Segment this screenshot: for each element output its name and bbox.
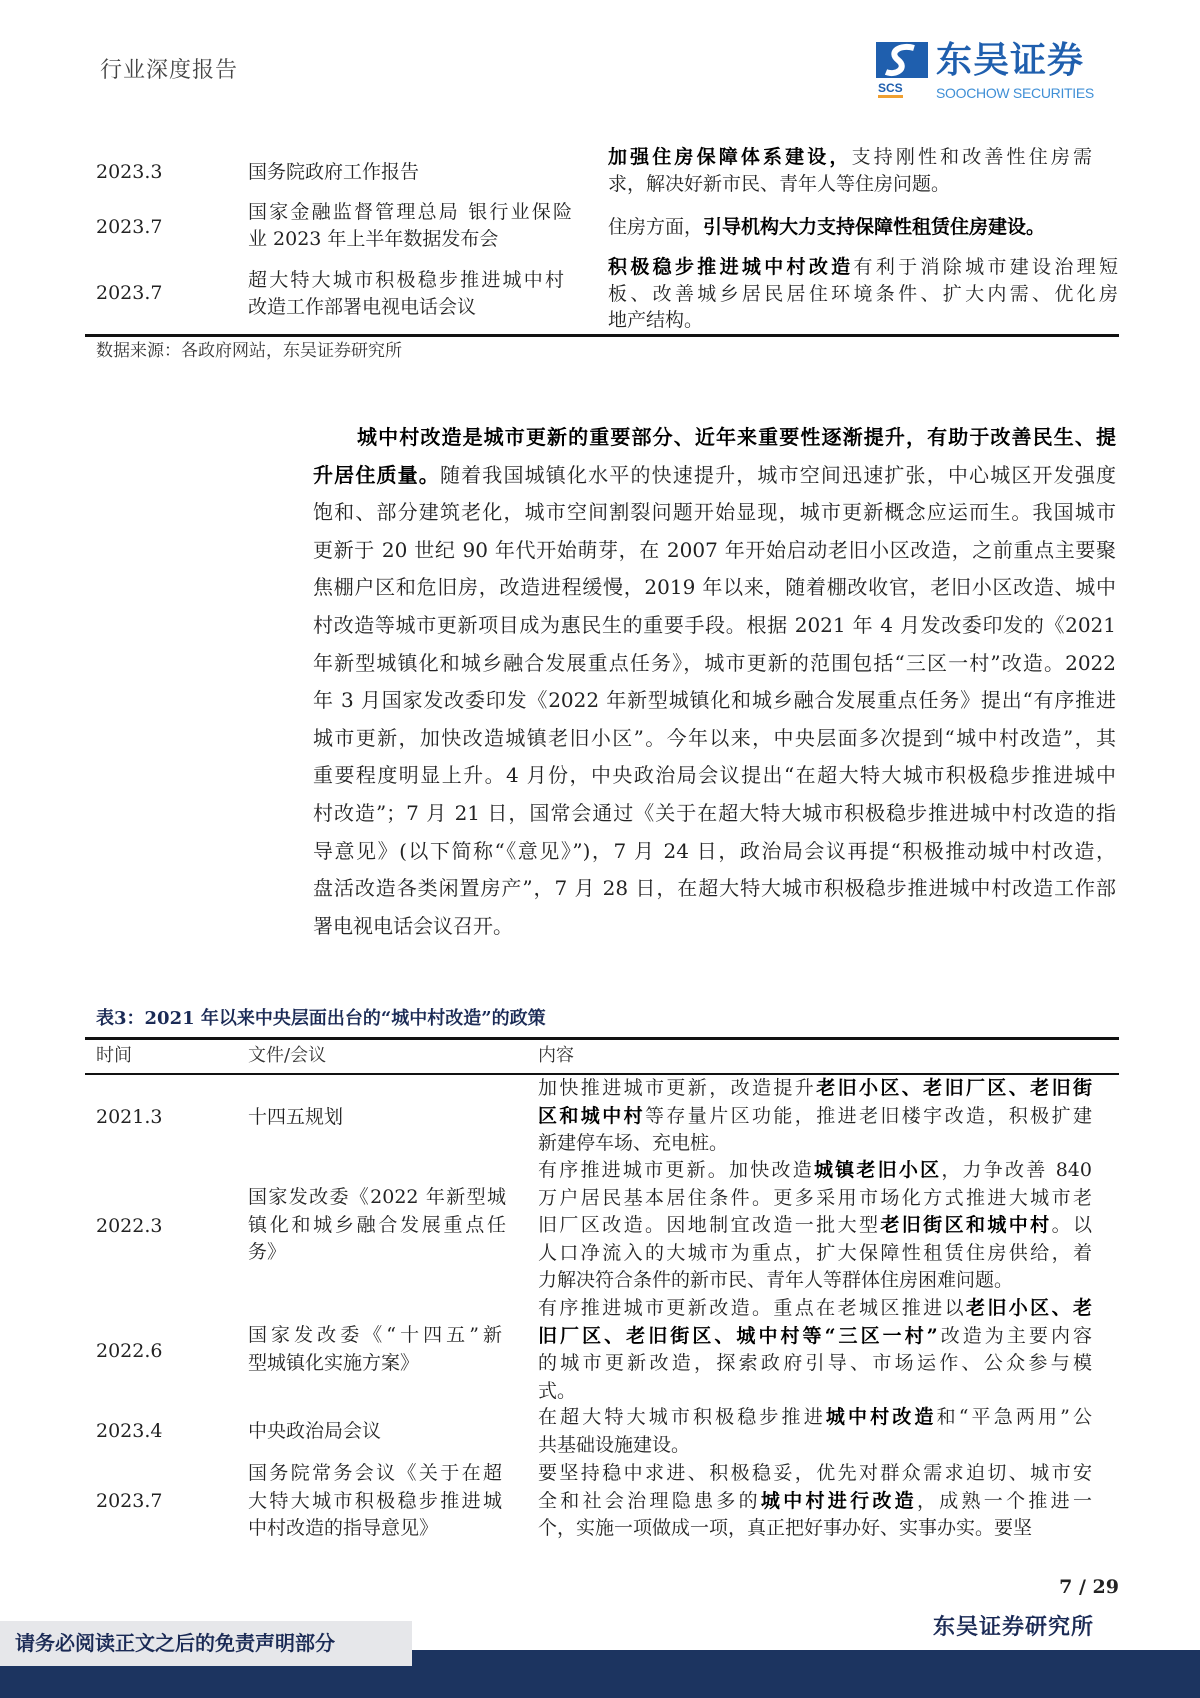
column-header-content: 内容 bbox=[538, 1045, 574, 1066]
table-source-note: 数据来源：各政府网站，东吴证券研究所 bbox=[96, 341, 402, 361]
text-line bbox=[538, 1460, 1092, 1488]
page-number bbox=[1059, 1575, 1119, 1599]
text: 和“平急两用”公 bbox=[936, 1406, 1092, 1428]
text: 署电视电话会议召开。 bbox=[313, 913, 513, 938]
text-line bbox=[538, 1515, 1092, 1543]
text-line bbox=[538, 1075, 1092, 1103]
row-doc bbox=[248, 1418, 381, 1446]
text: 大特大城市积极稳步推进城 bbox=[248, 1489, 502, 1512]
text-line bbox=[608, 281, 1118, 308]
text-line bbox=[248, 1418, 381, 1446]
bold-text: 区和城中村 bbox=[538, 1104, 645, 1127]
logo-mark-icon bbox=[876, 42, 928, 78]
bold-text: 城中村改造是城市更新的重要部分、近年来重要性逐渐提升，有助于改善民生、提 bbox=[357, 425, 1116, 449]
text-line bbox=[248, 1460, 502, 1488]
text-line bbox=[248, 1239, 506, 1267]
row-doc bbox=[248, 199, 572, 252]
text: 板、改善城乡居民居住环境条件、扩大内需、优化房 bbox=[608, 282, 1118, 305]
text: 国务院政府工作报告 bbox=[248, 161, 420, 183]
bold-text: 城中村改造 bbox=[825, 1406, 937, 1428]
row-content bbox=[538, 1295, 1092, 1405]
text-line bbox=[538, 1130, 1092, 1158]
text: 等存量片区功能，推进老旧楼宇改造，积极扩建 bbox=[645, 1104, 1092, 1127]
text-line bbox=[313, 870, 1116, 908]
text-line bbox=[538, 1157, 1092, 1185]
text: 中央政治局会议 bbox=[248, 1420, 382, 1442]
bold-text: 城镇老旧小区 bbox=[813, 1159, 942, 1181]
text: 城市更新，加快改造城镇老旧小区”。今年以来，中央层面多次提到“城中村改造”，其 bbox=[313, 725, 1116, 750]
row-date: 2023.3 bbox=[96, 161, 163, 183]
text-line bbox=[248, 199, 572, 226]
row-date: 2023.7 bbox=[96, 216, 163, 238]
text-line bbox=[313, 419, 1116, 457]
text: 十四五规划 bbox=[248, 1106, 344, 1128]
text-line bbox=[538, 1323, 1092, 1351]
text-line bbox=[248, 1212, 506, 1240]
text: 在超大特大城市积极稳步推进 bbox=[538, 1406, 826, 1428]
text-line bbox=[248, 1350, 502, 1378]
text: 随着我国城镇化水平的快速提升，城市空间迅速扩张，中心城区开发强度 bbox=[439, 462, 1117, 487]
logo-en-name: SOOCHOW SECURITIES bbox=[936, 85, 1094, 101]
page-current: 7 bbox=[1059, 1576, 1073, 1598]
disclaimer-notice: 请务必阅读正文之后的免责声明部分 bbox=[15, 1631, 335, 1655]
column-header-document: 文件/会议 bbox=[248, 1045, 327, 1066]
text-line bbox=[313, 457, 1116, 495]
text-line bbox=[313, 682, 1116, 720]
text: 镇化和城乡融合发展重点任 bbox=[248, 1213, 506, 1236]
text-line bbox=[248, 159, 419, 186]
text-line bbox=[248, 1488, 502, 1516]
row-date: 2022.6 bbox=[96, 1340, 163, 1362]
text: 国家发改委《“十四五”新 bbox=[248, 1324, 502, 1346]
text: 改造为主要内容 bbox=[937, 1324, 1092, 1347]
text: 有序推进城市更新。加快改造 bbox=[538, 1159, 814, 1181]
row-doc bbox=[248, 1460, 502, 1543]
text: 有序推进城市更新改造。重点在老城区推进以 bbox=[538, 1297, 966, 1319]
text-line bbox=[538, 1267, 1092, 1295]
text: 更新于 20 世纪 90 年代开始萌芽，在 2007 年开始启动老旧小区改造，之前重点主要聚 bbox=[313, 537, 1116, 562]
logo-cn-name: 东吴证券 bbox=[936, 40, 1085, 81]
row-content bbox=[538, 1404, 1092, 1459]
text-line bbox=[538, 1295, 1092, 1323]
row-content bbox=[608, 254, 1118, 334]
text-line bbox=[248, 294, 564, 321]
text-line bbox=[313, 645, 1116, 683]
text: 式。 bbox=[538, 1379, 577, 1402]
text-line bbox=[608, 254, 1118, 281]
text: 盘活改造各类闲置房产”，7 月 28 日，在超大特大城市积极稳步推进城中村改造工作部 bbox=[313, 876, 1116, 901]
text: ，力争改善 840 bbox=[941, 1159, 1092, 1181]
text: 中村改造的指导意见》 bbox=[248, 1517, 439, 1540]
column-header-date: 时间 bbox=[96, 1045, 132, 1066]
text: 业 2023 年上半年数据发布会 bbox=[248, 227, 499, 250]
text: 。以 bbox=[1051, 1214, 1092, 1237]
text: 型城镇化实施方案》 bbox=[248, 1351, 420, 1374]
text: 人口净流入的大城市为重点，扩大保障性租赁住房供给，着 bbox=[538, 1241, 1092, 1264]
text: ，成熟一个推进一 bbox=[916, 1489, 1092, 1512]
row-doc bbox=[248, 267, 564, 320]
text: 求，解决好新市民、青年人等住房问题。 bbox=[608, 172, 951, 195]
row-content bbox=[608, 144, 1092, 197]
text-line bbox=[608, 307, 1118, 334]
text-line bbox=[313, 494, 1116, 532]
text: 饱和、部分建筑老化，城市空间割裂问题开始显现，城市更新概念应运而生。我国城市 bbox=[313, 500, 1116, 525]
text: 个，实施一项做成一项，真正把好事办好、实事办实。要坚 bbox=[538, 1517, 1033, 1540]
text-line bbox=[608, 171, 1092, 198]
text: 要坚持稳中求进、积极稳妥，优先对群众需求迫切、城市安 bbox=[538, 1462, 1092, 1484]
text-line bbox=[313, 795, 1116, 833]
row-doc bbox=[248, 159, 419, 186]
text-line bbox=[313, 908, 1116, 946]
row-content bbox=[608, 214, 1045, 241]
text: 地产结构。 bbox=[608, 309, 704, 331]
text-line bbox=[248, 1515, 502, 1543]
text: 国家发改委《2022 年新型城 bbox=[248, 1186, 506, 1208]
bold-text: 升居住质量。 bbox=[313, 462, 440, 487]
text-line bbox=[608, 214, 1045, 241]
text: 焦棚户区和危旧房，改造进程缓慢，2019 年以来，随着棚改收官，老旧小区改造、城中 bbox=[313, 575, 1116, 600]
page-separator: / bbox=[1078, 1576, 1086, 1598]
text-line bbox=[313, 607, 1116, 645]
text: 共基础设施建设。 bbox=[538, 1433, 691, 1456]
table-caption: 表3：2021 年以来中央层面出台的“城中村改造”的政策 bbox=[96, 1008, 546, 1029]
text-line bbox=[538, 1212, 1092, 1240]
row-doc bbox=[248, 1184, 506, 1267]
row-date: 2022.3 bbox=[96, 1215, 163, 1237]
row-doc bbox=[248, 1104, 343, 1132]
text: 国务院常务会议《关于在超 bbox=[248, 1462, 502, 1484]
text: 旧厂区改造。因地制宜改造一批大型 bbox=[538, 1214, 881, 1237]
text: 住房方面， bbox=[608, 216, 704, 238]
text-line bbox=[538, 1378, 1092, 1406]
table-bottom-rule bbox=[85, 334, 1119, 337]
text: 改造工作部署电视电话会议 bbox=[248, 295, 477, 318]
text-line bbox=[608, 144, 1092, 171]
bold-text: 城中村进行改造 bbox=[760, 1489, 917, 1512]
text: 的城市更新改造，探索政府引导、市场运作、公众参与模 bbox=[538, 1352, 1092, 1375]
text: 村改造等城市更新项目成为惠民生的重要手段。根据 2021 年 4 月发改委印发的《2021 bbox=[313, 612, 1116, 637]
footer-organization: 东吴证券研究所 bbox=[933, 1614, 1095, 1640]
bold-text: 加强住房保障体系建设， bbox=[608, 146, 852, 168]
bold-text: 旧厂区、老旧街区、城中村等“三区一村” bbox=[538, 1324, 938, 1347]
text-line bbox=[538, 1185, 1092, 1213]
bold-text: 老旧小区、老旧厂区、老旧街 bbox=[816, 1077, 1092, 1099]
text: 导意见》(以下简称“《意见》”)，7 月 24 日，政治局会议再提“积极推动城中村改造， bbox=[313, 838, 1116, 863]
row-date: 2021.3 bbox=[96, 1106, 163, 1128]
text-line bbox=[538, 1350, 1092, 1378]
bold-text: 引导机构大力支持保障性租赁住房建设。 bbox=[703, 216, 1046, 238]
row-content bbox=[538, 1157, 1092, 1295]
text-line bbox=[313, 720, 1116, 758]
row-content bbox=[538, 1460, 1092, 1543]
text: 年新型城镇化和城乡融合发展重点任务》，城市更新的范围包括“三区一村”改造。2022 bbox=[313, 650, 1116, 675]
text: 超大特大城市积极稳步推进城中村 bbox=[248, 269, 564, 291]
text: 万户居民基本居住条件。更多采用市场化方式推进大城市老 bbox=[538, 1186, 1092, 1209]
text: 新建停车场、充电桩。 bbox=[538, 1132, 729, 1155]
text: 务》 bbox=[248, 1241, 287, 1264]
text-line bbox=[248, 267, 564, 294]
text-line bbox=[538, 1432, 1092, 1460]
text-line bbox=[313, 833, 1116, 871]
text-line bbox=[248, 226, 572, 253]
report-type-label: 行业深度报告 bbox=[100, 58, 239, 83]
text-line bbox=[538, 1488, 1092, 1516]
text: 全和社会治理隐患多的 bbox=[538, 1489, 761, 1512]
bold-text: 积极稳步推进城中村改造 bbox=[608, 256, 854, 278]
text-line bbox=[313, 532, 1116, 570]
text: 村改造”；7 月 21 日，国常会通过《关于在超大特大城市积极稳步推进城中村改造的指 bbox=[313, 800, 1116, 825]
text: 国家金融监督管理总局 银行业保险 bbox=[248, 201, 572, 223]
text-line bbox=[313, 757, 1116, 795]
text-line bbox=[538, 1103, 1092, 1131]
row-content bbox=[538, 1075, 1092, 1158]
text: 有利于消除城市建设治理短 bbox=[853, 256, 1118, 278]
text-line bbox=[248, 1184, 506, 1212]
text-line bbox=[248, 1104, 343, 1132]
text: 重要程度明显上升。4 月份，中央政治局会议提出“在超大特大城市积极稳步推进城中 bbox=[313, 763, 1116, 788]
table-top-rule bbox=[85, 1037, 1119, 1040]
text: 加快推进城市更新，改造提升 bbox=[538, 1077, 817, 1099]
body-paragraph bbox=[313, 419, 1116, 945]
row-date: 2023.7 bbox=[96, 282, 163, 304]
text: 支持刚性和改善性住房需 bbox=[851, 146, 1092, 168]
logo-abbr: SCS bbox=[878, 82, 903, 98]
text-line bbox=[538, 1404, 1092, 1432]
text-line bbox=[538, 1240, 1092, 1268]
text-line bbox=[248, 1322, 502, 1350]
row-doc bbox=[248, 1322, 502, 1377]
page-total: 29 bbox=[1092, 1576, 1119, 1598]
bold-text: 老旧小区、老 bbox=[965, 1297, 1092, 1319]
bold-text: 老旧街区和城中村 bbox=[880, 1214, 1052, 1237]
text-line bbox=[313, 569, 1116, 607]
text: 年 3 月国家发改委印发《2022 年新型城镇化和城乡融合发展重点任务》提出“有序推进 bbox=[313, 688, 1116, 713]
row-date: 2023.4 bbox=[96, 1420, 163, 1442]
company-logo bbox=[876, 42, 1116, 104]
text: 力解决符合条件的新市民、青年人等群体住房困难问题。 bbox=[538, 1269, 1014, 1292]
row-date: 2023.7 bbox=[96, 1490, 163, 1512]
